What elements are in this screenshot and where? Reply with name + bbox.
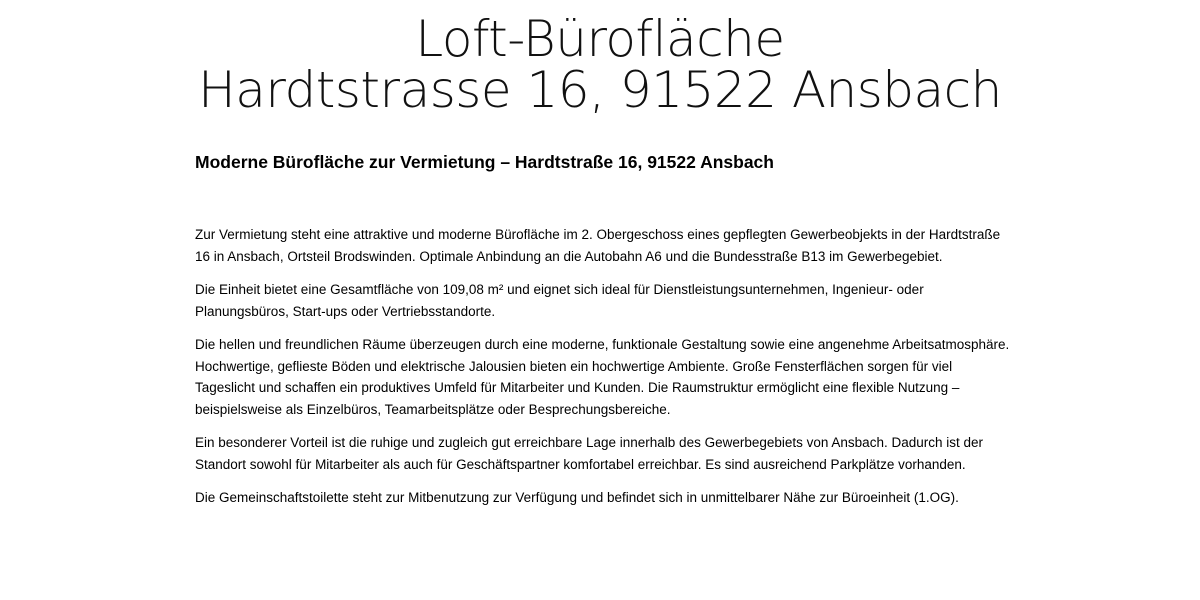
body-paragraph: Ein besonderer Vorteil ist die ruhige und zugleich gut erreichbare Lage innerhalb des Gewerbegebiets von Ansbach. Dadurch ist der Standort sowohl für Mitarbeiter als auch für Geschäftspartner komfortabel erreichbar. Es sind ausreichend Parkplätze vorhanden.	[195, 435, 983, 472]
body-paragraph: Zur Vermietung steht eine attraktive und moderne Bürofläche im 2. Obergeschoss eines gepflegten Gewerbeobjekts in der Hardtstraße 16 in Ansbach, Ortsteil Brodswinden. Optimale Anbindung an die Autobahn A6 und die Bundesstraße B13 im Gewerbegebiet.	[195, 227, 1001, 264]
title-line-1: Loft-Bürofläche	[415, 10, 785, 68]
title-line-2: Hardtstrasse 16, 91522 Ansbach	[198, 61, 1002, 119]
slide-body	[195, 224, 1010, 521]
slide-title	[0, 10, 1200, 119]
body-paragraph: Die Einheit bietet eine Gesamtfläche von 109,08 m² und eignet sich ideal für Dienstleistungsunternehmen, Ingenieur- oder Planungsbüros, Start-ups oder Vertriebsstandorte.	[195, 282, 924, 319]
body-paragraph: Die Gemeinschaftstoilette steht zur Mitbenutzung zur Verfügung und befindet sich in unmittelbarer Nähe zur Büroeinheit (1.OG).	[195, 490, 959, 505]
body-paragraph: Die hellen und freundlichen Räume überzeugen durch eine moderne, funktionale Gestaltung sowie eine angenehme Arbeitsatmosphäre. Hochwertige, geflieste Böden und elektrische Jalousien bieten ein hochwertige Ambiente. Große Fensterflächen sorgen für viel Tageslicht und schaffen ein produktives Umfeld für Mitarbeiter und Kunden. Die Raumstruktur ermöglicht eine flexible Nutzung – beispielsweise als Einzelbüros, Teamarbeitsplätze oder Besprechungsbereiche.	[195, 337, 1010, 417]
slide-subtitle: Moderne Bürofläche zur Vermietung – Hardtstraße 16, 91522 Ansbach	[195, 152, 774, 172]
